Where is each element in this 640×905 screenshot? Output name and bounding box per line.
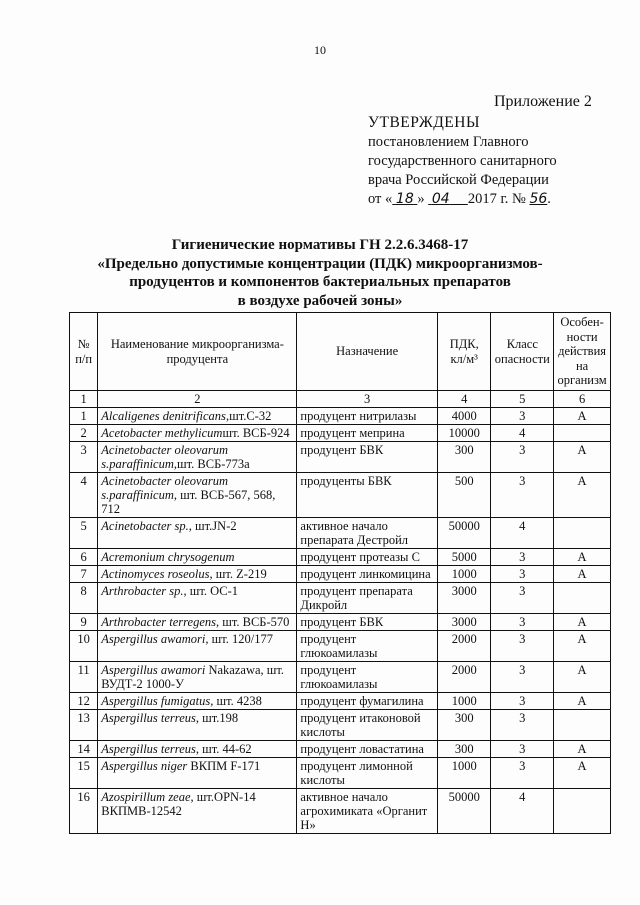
row-pdk: 2000	[437, 662, 491, 693]
row-purpose: продуцент лимонной кислоты	[297, 758, 438, 789]
column-index-cell: 6	[554, 391, 611, 408]
scientific-name: Alcaligenes denitrificans	[101, 409, 226, 423]
row-pdk: 500	[437, 473, 491, 518]
table-row	[70, 518, 611, 549]
row-features: А	[554, 549, 611, 566]
scientific-name: Acinetobacter oleovarum s.paraffinicum	[101, 443, 228, 471]
row-purpose: продуцент нитрилазы	[297, 408, 438, 425]
table-row	[70, 614, 611, 631]
table-row	[70, 442, 611, 473]
row-pdk: 2000	[437, 631, 491, 662]
row-pdk: 50000	[437, 789, 491, 834]
row-features	[554, 710, 611, 741]
scientific-name: Aspergillus niger	[101, 759, 188, 773]
date-year: 2017 г. №	[467, 191, 526, 207]
scientific-name: Actinomyces roseolus	[101, 567, 210, 581]
header-purpose: Назначение	[297, 313, 438, 391]
row-purpose: продуцент БВК	[297, 442, 438, 473]
row-microorganism	[98, 662, 297, 693]
table-row	[70, 549, 611, 566]
row-pdk: 5000	[437, 549, 491, 566]
strain-name: , шт. ВСБ-570	[215, 615, 290, 629]
row-number: 6	[70, 549, 98, 566]
approval-line-3: врача Российской Федерации	[368, 172, 549, 188]
title-line-1: Гигиенические нормативы ГН 2.2.6.3468-17	[171, 237, 469, 253]
row-purpose: продуцент БВК	[297, 614, 438, 631]
row-pdk: 3000	[437, 614, 491, 631]
table-row	[70, 566, 611, 583]
row-microorganism	[98, 614, 297, 631]
scientific-name: Acinetobacter oleovarum s.paraffinicum	[101, 474, 228, 502]
row-purpose: активное начало агрохимиката «Органит Н»	[297, 789, 438, 834]
row-number: 16	[70, 789, 98, 834]
row-hazard-class: 3	[491, 662, 554, 693]
row-number: 12	[70, 693, 98, 710]
scientific-name: Arthrobacter terregens	[101, 615, 216, 629]
approval-block	[368, 113, 608, 209]
row-purpose: продуцент итаконовой кислоты	[297, 710, 438, 741]
header-class: Класс опасности	[491, 313, 554, 391]
table-row	[70, 693, 611, 710]
row-purpose: продуцент протеазы С	[297, 549, 438, 566]
row-microorganism	[98, 710, 297, 741]
scientific-name: Aspergillus terreus	[101, 742, 196, 756]
row-hazard-class: 3	[491, 473, 554, 518]
column-index-cell: 4	[437, 391, 491, 408]
strain-name: , шт. 4238	[210, 694, 262, 708]
row-pdk: 300	[437, 442, 491, 473]
date-prefix: от «	[368, 191, 393, 207]
title-line-2: «Предельно допустимые концентрации (ПДК) микроорганизмов-	[97, 255, 543, 272]
scientific-name: Aspergillus fumigatus	[101, 694, 211, 708]
row-microorganism	[98, 473, 297, 518]
row-number: 13	[70, 710, 98, 741]
row-hazard-class: 3	[491, 614, 554, 631]
row-pdk: 3000	[437, 583, 491, 614]
scientific-name: Arthrobacter sp.	[101, 584, 184, 598]
row-hazard-class: 3	[491, 741, 554, 758]
strain-name: , шт. ВСБ-567, 568, 712	[101, 488, 276, 516]
row-microorganism	[98, 442, 297, 473]
row-microorganism	[98, 631, 297, 662]
row-microorganism	[98, 566, 297, 583]
row-hazard-class: 3	[491, 710, 554, 741]
table-row	[70, 741, 611, 758]
table-header-row	[70, 313, 611, 391]
row-hazard-class: 3	[491, 693, 554, 710]
row-hazard-class: 3	[491, 758, 554, 789]
row-microorganism	[98, 408, 297, 425]
header-name: Наименование микроорганизма-продуцента	[98, 313, 297, 391]
row-purpose: продуцент препарата Дикройл	[297, 583, 438, 614]
row-pdk: 300	[437, 741, 491, 758]
strain-name: , шт. ОС-1	[183, 584, 239, 598]
row-number: 4	[70, 473, 98, 518]
table-row	[70, 789, 611, 834]
approval-date-line: от « 18 » 04 2017 г. № 56.	[368, 191, 551, 207]
strain-name: , шт.OPN-14 ВКПМВ-12542	[101, 790, 256, 818]
scientific-name: Acinetobacter sp.	[101, 519, 189, 533]
column-index-cell: 1	[70, 391, 98, 408]
row-pdk: 1000	[437, 758, 491, 789]
strain-name: Nakazawa, шт. ВУДТ-2 1000-У	[101, 663, 285, 691]
row-number: 10	[70, 631, 98, 662]
column-index-cell: 3	[297, 391, 438, 408]
row-number: 14	[70, 741, 98, 758]
row-number: 11	[70, 662, 98, 693]
scientific-name: Aspergillus awamori	[101, 632, 206, 646]
table-row	[70, 425, 611, 442]
row-number: 3	[70, 442, 98, 473]
approval-line-1: постановлением Главного	[368, 134, 529, 150]
row-number: 7	[70, 566, 98, 583]
row-features: А	[554, 442, 611, 473]
strain-name: , шт.198	[195, 711, 239, 725]
row-number: 15	[70, 758, 98, 789]
row-hazard-class: 4	[491, 518, 554, 549]
row-microorganism	[98, 693, 297, 710]
row-features	[554, 583, 611, 614]
scientific-name: Aspergillus awamori	[101, 663, 206, 677]
row-features: А	[554, 662, 611, 693]
column-index-row	[70, 391, 611, 408]
table-row	[70, 583, 611, 614]
row-number: 8	[70, 583, 98, 614]
table-row	[70, 662, 611, 693]
table-row	[70, 473, 611, 518]
row-pdk: 4000	[437, 408, 491, 425]
row-features: А	[554, 614, 611, 631]
table-row	[70, 631, 611, 662]
row-hazard-class: 4	[491, 789, 554, 834]
page-number: 10	[314, 43, 326, 57]
scientific-name: Aspergillus terreus	[101, 711, 196, 725]
title-line-3: продуцентов и компонентов бактериальных препаратов	[129, 274, 511, 290]
column-index-cell: 5	[491, 391, 554, 408]
strain-name: , шт. 44-62	[195, 742, 252, 756]
row-purpose: продуценты БВК	[297, 473, 438, 518]
handwritten-day: 18	[395, 191, 414, 207]
row-purpose: продуцент линкомицина	[297, 566, 438, 583]
appendix-label: Приложение 2	[494, 93, 592, 110]
row-number: 1	[70, 408, 98, 425]
row-hazard-class: 3	[491, 566, 554, 583]
row-purpose: продуцент ловастатина	[297, 741, 438, 758]
strain-name: , шт. Z-219	[209, 567, 267, 581]
handwritten-number: 56	[529, 191, 548, 207]
row-purpose: продуцент глюкоамилазы	[297, 662, 438, 693]
row-purpose: активное начало препарата Дестройл	[297, 518, 438, 549]
table-row	[70, 710, 611, 741]
approval-heading: УТВЕРЖДЕНЫ	[368, 114, 480, 131]
header-num: № п/п	[70, 313, 98, 391]
row-purpose: продуцент меприна	[297, 425, 438, 442]
approval-line-2: государственного санитарного	[368, 153, 557, 169]
row-hazard-class: 3	[491, 442, 554, 473]
document-title	[60, 236, 580, 310]
strain-name: ,шт.С-32	[225, 409, 272, 423]
row-features	[554, 789, 611, 834]
row-microorganism	[98, 425, 297, 442]
title-line-4: в воздухе рабочей зоны»	[237, 292, 403, 309]
row-features: А	[554, 566, 611, 583]
strain-name: , шт.JN-2	[188, 519, 237, 533]
strain-name: ,шт. ВСБ-773а	[173, 457, 250, 471]
row-features: А	[554, 758, 611, 789]
row-features: А	[554, 408, 611, 425]
row-features: А	[554, 741, 611, 758]
row-features	[554, 425, 611, 442]
row-microorganism	[98, 741, 297, 758]
row-features: А	[554, 631, 611, 662]
row-microorganism	[98, 518, 297, 549]
row-hazard-class: 3	[491, 631, 554, 662]
norms-table	[69, 312, 611, 834]
table-row	[70, 408, 611, 425]
table-body	[70, 391, 611, 834]
header-features: Особен-ности действия на организм	[554, 313, 611, 391]
row-number: 9	[70, 614, 98, 631]
row-pdk: 10000	[437, 425, 491, 442]
scientific-name: Azospirillum zeae	[101, 790, 191, 804]
row-features: А	[554, 473, 611, 518]
strain-name: ВКПМ F-171	[187, 759, 261, 773]
column-index-cell: 2	[98, 391, 297, 408]
row-microorganism	[98, 549, 297, 566]
row-number: 2	[70, 425, 98, 442]
row-hazard-class: 3	[491, 408, 554, 425]
row-pdk: 50000	[437, 518, 491, 549]
scientific-name: Acremonium chrysogenum	[101, 550, 235, 564]
handwritten-month: 04	[431, 191, 450, 207]
table-row	[70, 758, 611, 789]
header-pdk: ПДК, кл/м³	[437, 313, 491, 391]
row-purpose: продуцент фумагилина	[297, 693, 438, 710]
row-features	[554, 518, 611, 549]
row-pdk: 1000	[437, 566, 491, 583]
row-hazard-class: 3	[491, 549, 554, 566]
row-hazard-class: 4	[491, 425, 554, 442]
row-purpose: продуцент глюкоамилазы	[297, 631, 438, 662]
row-features: А	[554, 693, 611, 710]
row-hazard-class: 3	[491, 583, 554, 614]
date-mid: »	[417, 191, 425, 207]
row-number: 5	[70, 518, 98, 549]
row-pdk: 300	[437, 710, 491, 741]
row-microorganism	[98, 789, 297, 834]
strain-name: , шт. 120/177	[205, 632, 273, 646]
row-microorganism	[98, 758, 297, 789]
strain-name: шт. ВСБ-924	[222, 426, 290, 440]
row-microorganism	[98, 583, 297, 614]
row-pdk: 1000	[437, 693, 491, 710]
scientific-name: Acetobacter methylicum	[101, 426, 223, 440]
